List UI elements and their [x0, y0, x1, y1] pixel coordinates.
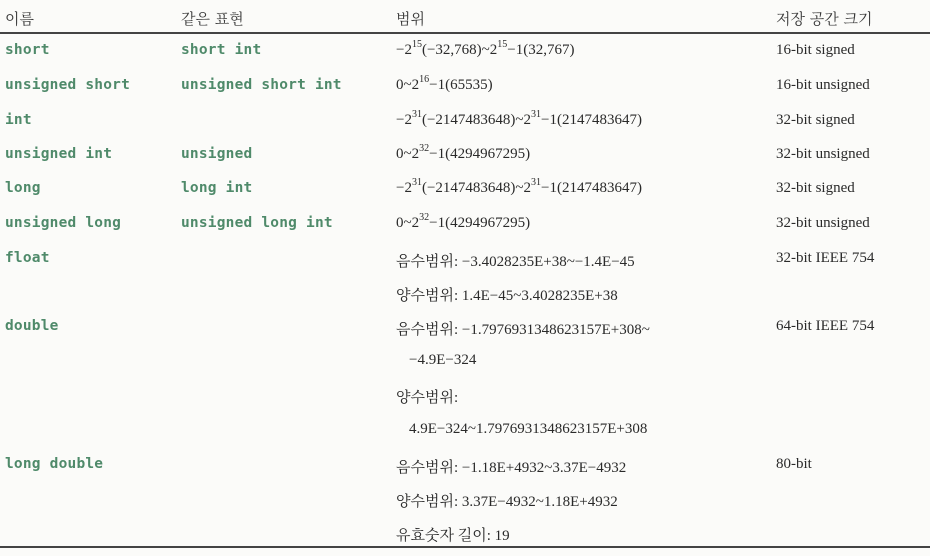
type-name: double [5, 318, 59, 334]
header-storage: 저장 공간 크기 [776, 10, 873, 28]
type-storage: 32-bit IEEE 754 [776, 250, 875, 266]
type-name: unsigned short [5, 77, 131, 93]
type-storage: 80-bit [776, 456, 812, 472]
type-range: $0\sim 2^{32}-1(4294967295)$ [396, 143, 531, 162]
bottom-rule [0, 546, 930, 548]
type-range-line: 음수범위: −3.4028235E+38~−1.4E−45 [396, 254, 635, 270]
type-storage: 32-bit signed [776, 180, 855, 196]
type-range: $-2^{31}(-2147483648)\sim 2^{31}-1(2147483647)$ [396, 109, 642, 128]
type-range: $-2^{31}(-2147483648)\sim 2^{31}-1(2147483647)$ [396, 177, 642, 196]
type-range-line: 음수범위: −1.7976931348623157E+308~ [396, 322, 650, 338]
type-storage: 32-bit unsigned [776, 146, 870, 162]
type-range-line: 유효숫자 길이: 19 [396, 528, 510, 544]
type-storage: 32-bit unsigned [776, 215, 870, 231]
type-range-line: 양수범위: 1.4E−45~3.4028235E+38 [396, 288, 618, 304]
type-alias: unsigned [181, 146, 253, 162]
type-name: float [5, 250, 50, 266]
type-range: $0\sim 2^{32}-1(4294967295)$ [396, 212, 531, 231]
header-name: 이름 [5, 10, 34, 28]
type-storage: 16-bit signed [776, 42, 855, 58]
type-range-line: −4.9E−324 [409, 352, 477, 368]
type-alias: unsigned long int [181, 215, 333, 231]
type-range-line: 음수범위: −1.18E+4932~3.37E−4932 [396, 460, 627, 476]
type-name: unsigned int [5, 146, 113, 162]
header-range: 범위 [396, 10, 425, 28]
type-alias: short int [181, 42, 262, 58]
type-name: unsigned long [5, 215, 122, 231]
type-storage: 32-bit signed [776, 112, 855, 128]
type-range-line: 양수범위: [396, 390, 459, 406]
header-rule [0, 32, 930, 34]
type-name: long double [5, 456, 104, 472]
table-header [0, 8, 930, 34]
type-name: int [5, 112, 32, 128]
type-range-line: 양수범위: 3.37E−4932~1.18E+4932 [396, 494, 618, 510]
type-range-line: 4.9E−324~1.7976931348623157E+308 [409, 421, 648, 437]
type-storage: 64-bit IEEE 754 [776, 318, 875, 334]
type-range: $0\sim 2^{16}-1(65535)$ [396, 74, 493, 93]
header-alias: 같은 표현 [181, 10, 244, 28]
type-name: short [5, 42, 50, 58]
type-name: long [5, 180, 41, 196]
type-alias: long int [181, 180, 253, 196]
type-range: $-2^{15}(-32,768)\sim 2^{15}-1(32,767)$ [396, 39, 575, 58]
type-alias: unsigned short int [181, 77, 342, 93]
type-storage: 16-bit unsigned [776, 77, 870, 93]
